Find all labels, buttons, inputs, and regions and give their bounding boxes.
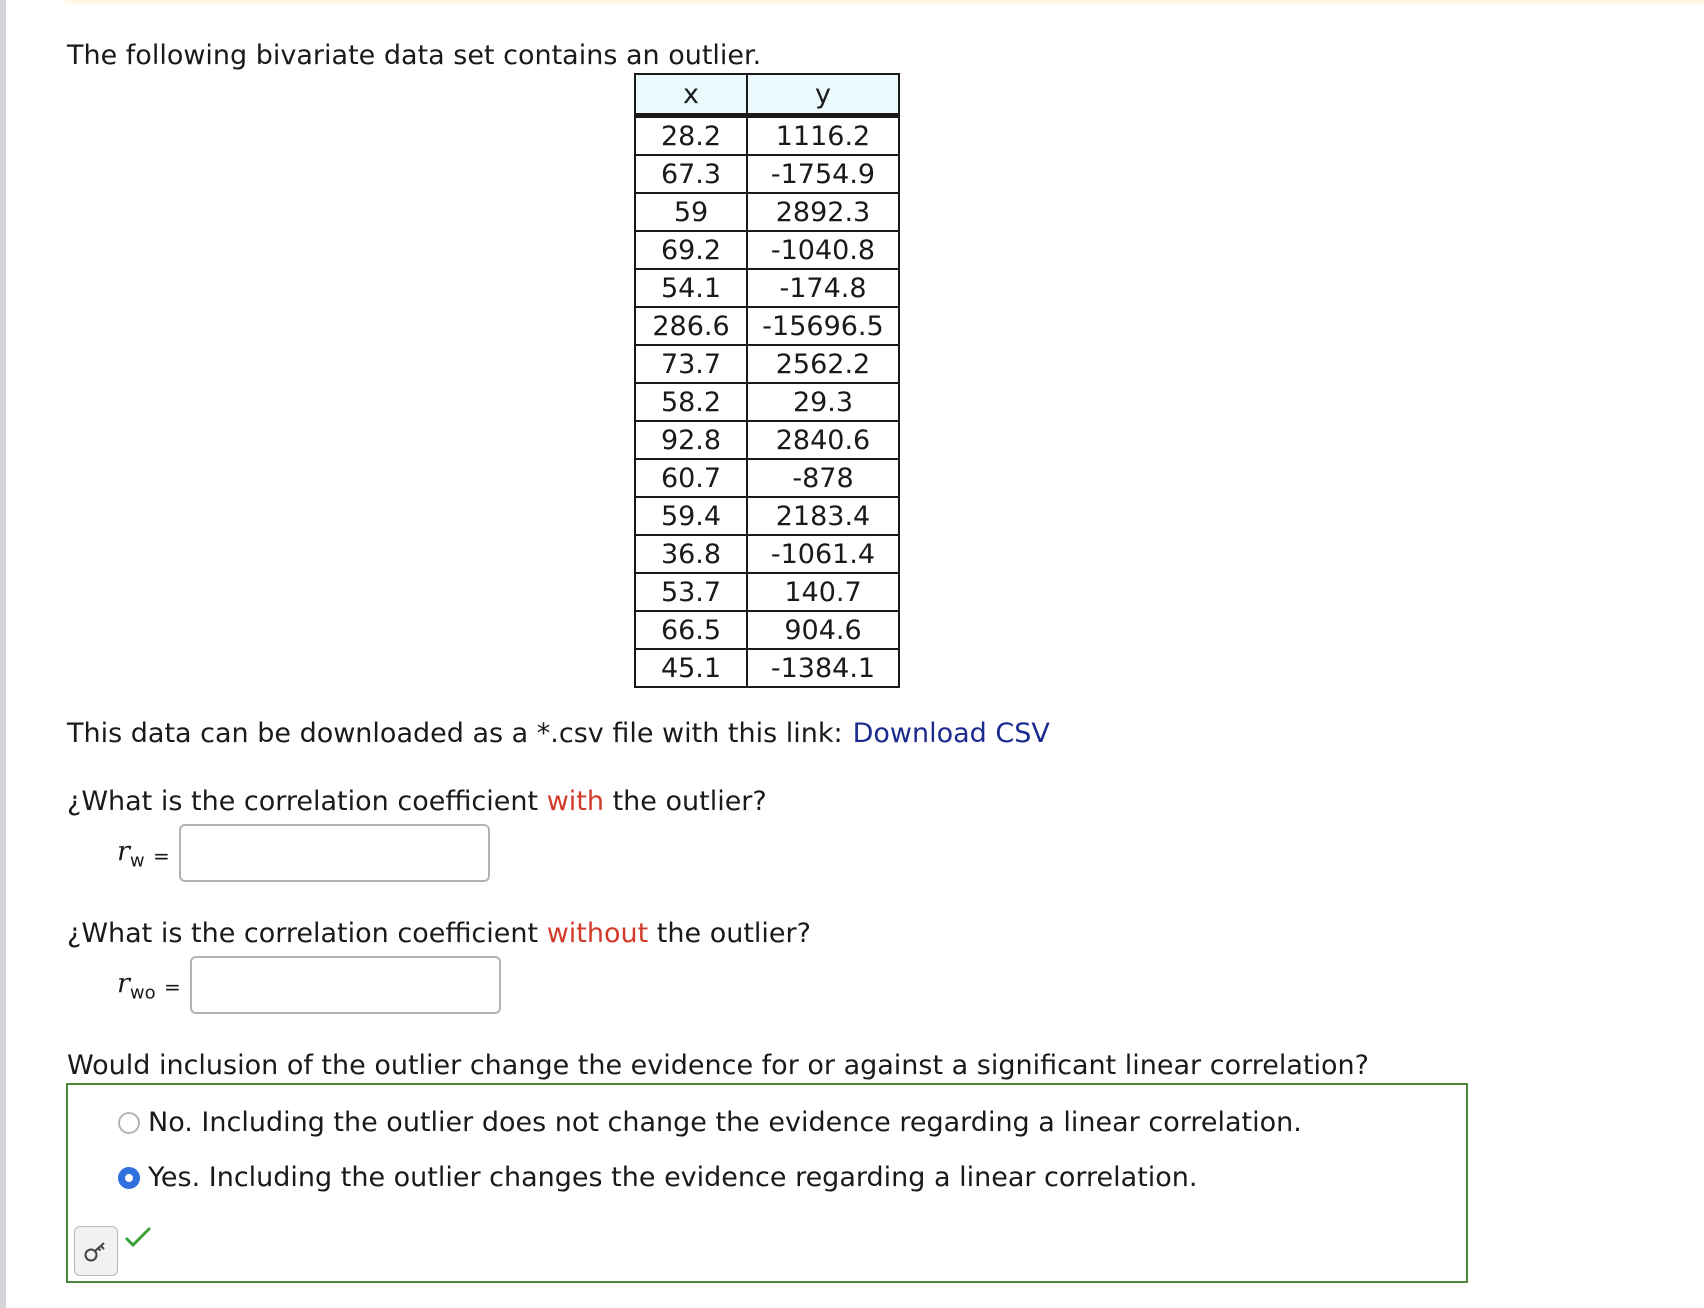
- cell-x: 36.8: [635, 535, 747, 573]
- cell-y: -878: [747, 459, 899, 497]
- cell-x: 73.7: [635, 345, 747, 383]
- multiple-choice-box: [66, 1083, 1468, 1283]
- question-evidence-prompt: Would inclusion of the outlier change the evidence for or against a significant linear correlation?: [67, 1050, 1369, 1081]
- bivariate-data-table: [634, 73, 900, 688]
- download-csv-link[interactable]: Download CSV: [852, 718, 1050, 749]
- cell-x: 92.8: [635, 421, 747, 459]
- r-with-label: [117, 836, 145, 871]
- cell-y: -1384.1: [747, 649, 899, 687]
- cell-y: -1061.4: [747, 535, 899, 573]
- table-row: [635, 307, 899, 345]
- cell-x: 67.3: [635, 155, 747, 193]
- table-row: [635, 497, 899, 535]
- table-row: [635, 269, 899, 307]
- cell-x: 60.7: [635, 459, 747, 497]
- table-header-row: [635, 74, 899, 116]
- question-with-outlier: [67, 786, 767, 817]
- cell-x: 45.1: [635, 649, 747, 687]
- csv-download-line: [67, 718, 1050, 749]
- cell-y: -1040.8: [747, 231, 899, 269]
- correct-check-icon: [123, 1225, 153, 1249]
- csv-text: This data can be downloaded as a *.csv file with this link:: [67, 718, 843, 749]
- r-without-subscript: wo: [129, 982, 156, 1004]
- question-with-emphasis: with: [546, 786, 604, 817]
- r-with-equals: =: [153, 844, 170, 868]
- answer-key-button[interactable]: [74, 1226, 118, 1276]
- r-without-var: r: [117, 968, 130, 999]
- question-with-prefix: ¿What is the correlation coefficient: [67, 786, 539, 817]
- cell-y: -15696.5: [747, 307, 899, 345]
- r-without-equals: =: [164, 975, 181, 999]
- question-without-prefix: ¿What is the correlation coefficient: [67, 918, 539, 949]
- cell-y: 29.3: [747, 383, 899, 421]
- cell-x: 28.2: [635, 116, 747, 156]
- cell-x: 58.2: [635, 383, 747, 421]
- table-row: [635, 383, 899, 421]
- option-yes-label: Yes. Including the outlier changes the evidence regarding a linear correlation.: [148, 1162, 1198, 1193]
- question-with-suffix: the outlier?: [612, 786, 767, 817]
- cell-x: 59.4: [635, 497, 747, 535]
- cell-y: 2840.6: [747, 421, 899, 459]
- cell-x: 53.7: [635, 573, 747, 611]
- cell-x: 54.1: [635, 269, 747, 307]
- table-row: [635, 116, 899, 156]
- r-with-var: r: [117, 836, 130, 867]
- cell-y: -174.8: [747, 269, 899, 307]
- radio-yes-selected[interactable]: [118, 1167, 140, 1189]
- question-without-outlier: [67, 918, 811, 949]
- r-with-subscript: w: [129, 850, 145, 872]
- table-row: [635, 611, 899, 649]
- header-x: x: [635, 74, 747, 116]
- cell-y: 140.7: [747, 573, 899, 611]
- radio-no[interactable]: [118, 1112, 140, 1134]
- table-row: [635, 345, 899, 383]
- table-row: [635, 193, 899, 231]
- option-no[interactable]: [118, 1107, 1302, 1138]
- table-row: [635, 421, 899, 459]
- cell-x: 286.6: [635, 307, 747, 345]
- cell-x: 69.2: [635, 231, 747, 269]
- r-without-input[interactable]: [190, 956, 501, 1014]
- table-row: [635, 573, 899, 611]
- r-without-label: [117, 968, 156, 1003]
- left-divider: [0, 0, 6, 1308]
- key-icon: [82, 1237, 110, 1265]
- table-row: [635, 649, 899, 687]
- table-row: [635, 231, 899, 269]
- cell-y: 2183.4: [747, 497, 899, 535]
- cell-y: -1754.9: [747, 155, 899, 193]
- cell-y: 2892.3: [747, 193, 899, 231]
- cell-y: 1116.2: [747, 116, 899, 156]
- cell-x: 59: [635, 193, 747, 231]
- r-with-input[interactable]: [179, 824, 490, 882]
- cell-x: 66.5: [635, 611, 747, 649]
- table-row: [635, 155, 899, 193]
- option-no-label: No. Including the outlier does not change the evidence regarding a linear correlation.: [148, 1107, 1302, 1138]
- cell-y: 2562.2: [747, 345, 899, 383]
- question-without-suffix: the outlier?: [656, 918, 811, 949]
- intro-text: The following bivariate data set contains an outlier.: [67, 40, 762, 71]
- top-banner-strip: [65, 0, 1704, 4]
- cell-y: 904.6: [747, 611, 899, 649]
- option-yes[interactable]: [118, 1162, 1198, 1193]
- header-y: y: [747, 74, 899, 116]
- table-row: [635, 459, 899, 497]
- question-without-emphasis: without: [546, 918, 649, 949]
- table-row: [635, 535, 899, 573]
